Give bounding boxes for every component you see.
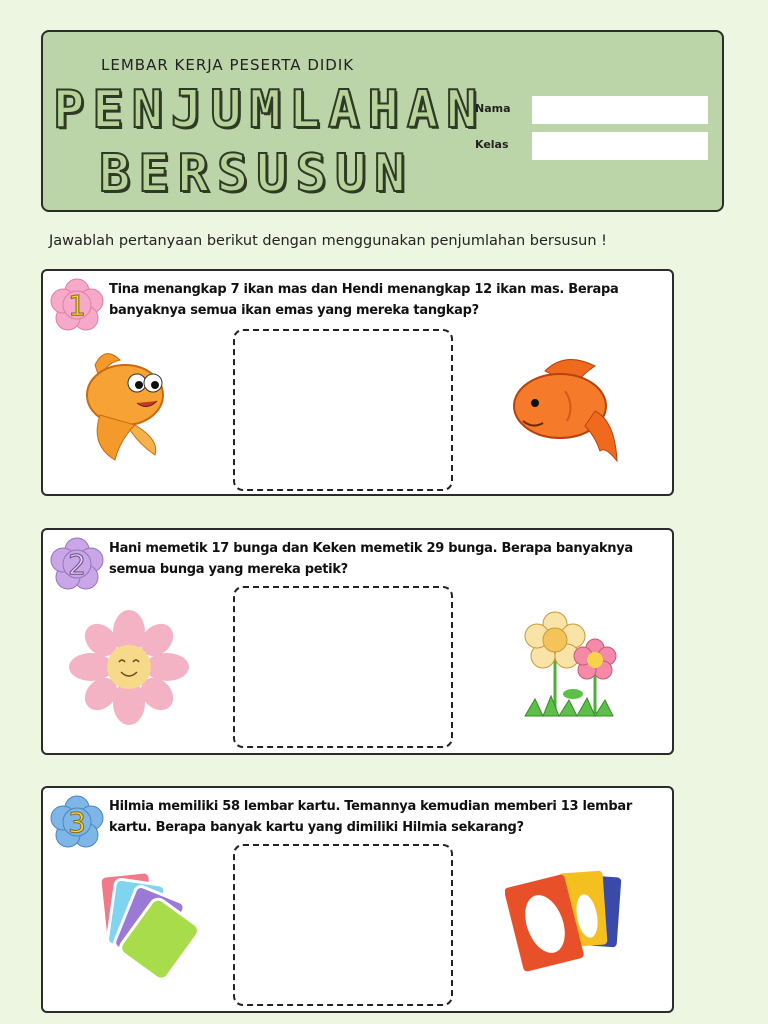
class-label: Kelas [475, 138, 509, 151]
name-label: Nama [475, 102, 511, 115]
worksheet-header [41, 30, 724, 212]
question-card-1 [41, 269, 674, 496]
number-badge-3 [49, 794, 105, 850]
svg-text:1: 1 [68, 289, 86, 322]
name-field[interactable] [532, 96, 708, 124]
answer-box-3[interactable] [233, 844, 453, 1006]
question-card-2 [41, 528, 674, 755]
number-badge-2 [49, 536, 105, 592]
question-card-3 [41, 786, 674, 1013]
goldfish-icon [75, 345, 175, 465]
uno-cards-icon [505, 868, 625, 973]
worksheet-title-line2: BERSUSUN [99, 144, 414, 204]
card-stack-icon [97, 868, 207, 983]
answer-box-1[interactable] [233, 329, 453, 491]
question-text-3: Hilmia memiliki 58 lembar kartu. Temannya kemudian memberi 13 lembar kartu. Berapa banyak kartu yang dimiliki Hilmia sekarang? [109, 799, 632, 835]
worksheet-subtitle: LEMBAR KERJA PESERTA DIDIK [101, 56, 355, 74]
number-badge-1 [49, 277, 105, 333]
smiling-flower-icon [69, 610, 189, 725]
svg-text:3: 3 [68, 806, 86, 839]
class-field[interactable] [532, 132, 708, 160]
svg-text:2: 2 [68, 548, 86, 581]
flower-pot-icon [515, 604, 625, 724]
question-text-2: Hani memetik 17 bunga dan Keken memetik 29 bunga. Berapa banyaknya semua bunga yang mereka petik? [109, 541, 633, 577]
instruction-text: Jawablah pertanyaan berikut dengan menggunakan penjumlahan bersusun ! [49, 233, 607, 249]
answer-box-2[interactable] [233, 586, 453, 748]
question-text-1: Tina menangkap 7 ikan mas dan Hendi menangkap 12 ikan mas. Berapa banyaknya semua ikan emas yang mereka tangkap? [109, 282, 619, 318]
koi-fish-icon [505, 351, 625, 466]
worksheet-title-line1: PENJUMLAHAN [53, 80, 486, 140]
